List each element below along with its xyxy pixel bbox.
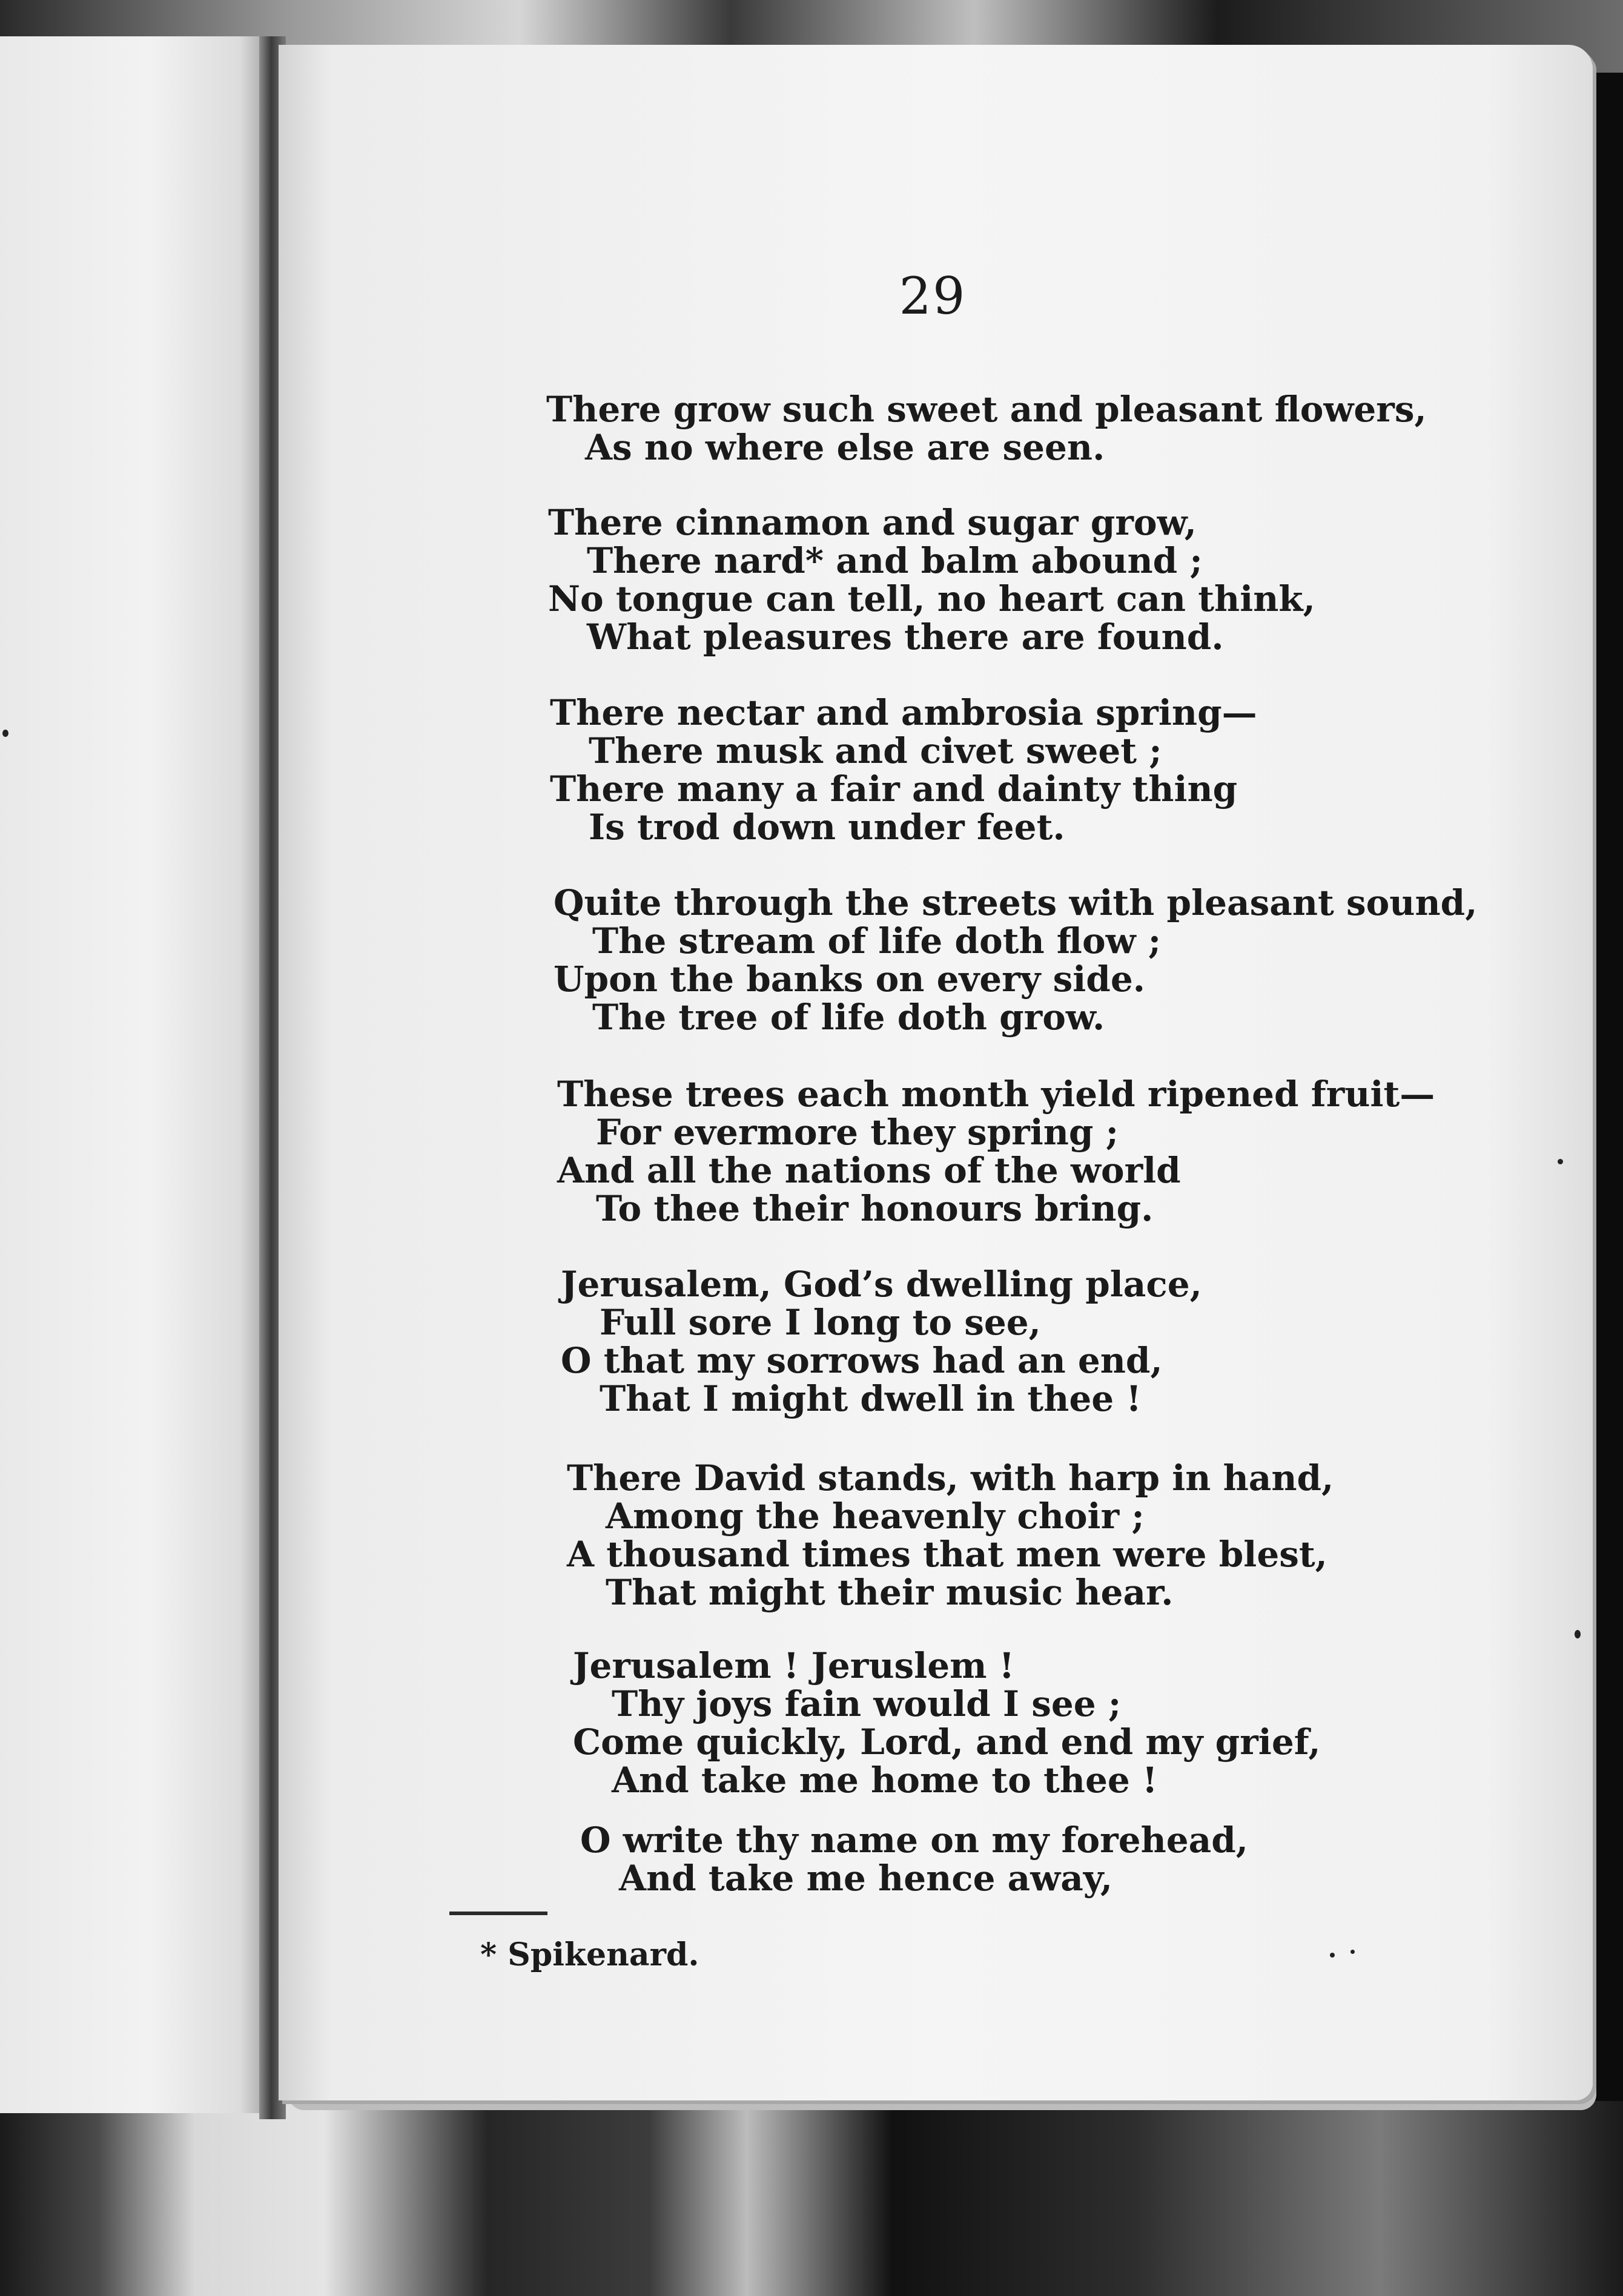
poem-line: There nectar and ambrosia spring— <box>550 692 1257 733</box>
stanza-9 <box>580 1821 1248 1898</box>
stanza-4 <box>554 884 1477 1037</box>
poem-line: What pleasures there are found. <box>587 616 1224 658</box>
poem-line: For evermore they spring ; <box>596 1112 1119 1153</box>
stanza-3 <box>550 694 1257 846</box>
poem-line: No tongue can tell, no heart can think, <box>548 578 1315 619</box>
poem-line: Full sore I long to see, <box>600 1302 1041 1343</box>
poem-line: There many a fair and dainty thing <box>550 768 1238 810</box>
poem-line: That I might dwell in thee ! <box>600 1378 1142 1419</box>
poem-line: Come quickly, Lord, and end my grief, <box>573 1721 1321 1763</box>
poem-line: And take me hence away, <box>619 1858 1113 1899</box>
page-number: 29 <box>899 266 967 326</box>
poem-line: Jerusalem ! Jeruslem ! <box>573 1645 1015 1686</box>
poem-line: As no where else are seen. <box>585 427 1105 468</box>
ink-speck <box>1330 1953 1335 1958</box>
poem-line: Upon the banks on every side. <box>554 958 1145 1000</box>
poem-line: There musk and civet sweet ; <box>589 730 1162 771</box>
stanza-5 <box>557 1075 1435 1228</box>
poem-line: Jerusalem, God’s dwelling place, <box>561 1264 1202 1305</box>
poem-line: To thee their honours bring. <box>596 1188 1154 1229</box>
poem-line: There nard* and balm abound ; <box>587 540 1203 581</box>
poem-line: O write thy name on my forehead, <box>580 1819 1248 1861</box>
poem-line: There grow such sweet and pleasant flowers, <box>546 389 1427 430</box>
poem-line: That might their music hear. <box>606 1572 1174 1613</box>
poem-line: Is trod down under feet. <box>589 807 1065 848</box>
footnote-divider <box>449 1912 547 1915</box>
poem-line: Thy joys fain would I see ; <box>612 1683 1122 1724</box>
ink-speck <box>1558 1159 1563 1164</box>
poem-line: And all the nations of the world <box>557 1150 1181 1191</box>
stanza-8 <box>573 1647 1321 1800</box>
ink-speck <box>2 730 8 737</box>
poem-line: A thousand times that men were blest, <box>567 1534 1327 1575</box>
footnote: * Spikenard. <box>480 1936 699 1973</box>
poem-line: O that my sorrows had an end, <box>561 1340 1163 1381</box>
poem-line: The tree of life doth grow. <box>592 997 1105 1038</box>
ink-speck <box>1350 1950 1355 1954</box>
stanza-1 <box>546 391 1427 467</box>
poem-line: There cinnamon and sugar grow, <box>548 502 1197 543</box>
poem-line: Among the heavenly choir ; <box>606 1496 1145 1537</box>
ink-speck <box>1575 1630 1581 1638</box>
stanza-6 <box>561 1265 1202 1418</box>
stanza-7 <box>567 1459 1334 1612</box>
poem-line: And take me home to thee ! <box>612 1760 1158 1801</box>
poem-line: The stream of life doth flow ; <box>592 920 1162 962</box>
stanza-2 <box>548 504 1315 656</box>
background-bottom <box>0 2101 1623 2296</box>
poem-line: Quite through the streets with pleasant sound, <box>554 882 1478 923</box>
poem-line: There David stands, with harp in hand, <box>567 1457 1334 1499</box>
left-page <box>0 36 273 2113</box>
poem-line: These trees each month yield ripened fruit— <box>557 1074 1435 1115</box>
